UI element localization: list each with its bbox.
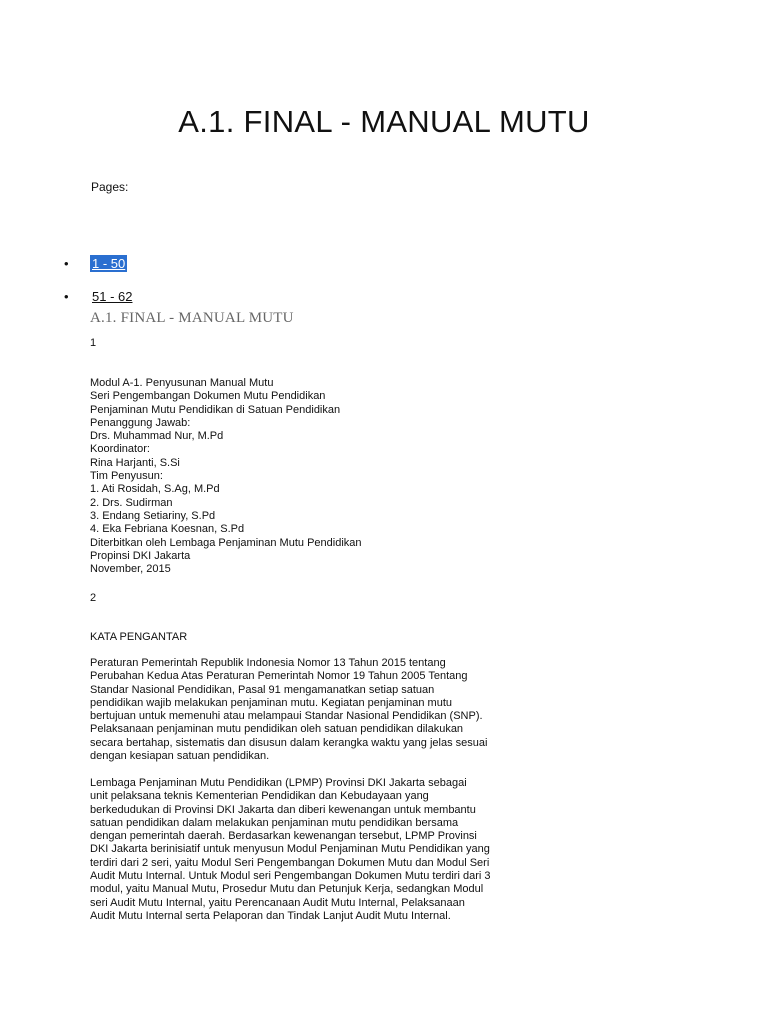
page-number: 2 <box>90 592 97 604</box>
pages-label: Pages: <box>91 180 129 194</box>
section-heading-kata-pengantar: KATA PENGANTAR <box>90 631 188 643</box>
bullet-icon: • <box>64 256 69 271</box>
foreword-paragraph-2: Lembaga Penjaminan Mutu Pendidikan (LPMP) Provinsi DKI Jakarta sebagai unit pelaksana teknis Kementerian Pendidikan dan Kebudayaan yang berkedudukan di Provinsi DKI Jakarta dan diberi kewenangan untuk membantu satuan pendidikan dalam melakukan penjaminan mutu pendidikan bersama dengan pemerintah daerah. Berdasarkan kewenangan tersebut, LPMP Provinsi DKI Jakarta berinisiatif untuk menyusun Modul Penjaminan Mutu Pendidikan yang terdiri dari 2 seri, yaitu Modul Seri Pengembangan Dokumen Mutu dan Modul Seri Audit Mutu Internal. Untuk Modul seri Pengembangan Dokumen Mutu terdiri dari 3 modul, yaitu Manual Mutu, Prosedur Mutu dan Petunjuk Kerja, sedangkan Modul seri Audit Mutu Internal, yaitu Perencanaan Audit Mutu Internal, Pelaksanaan Audit Mutu Internal serta Pelaporan dan Tindak Lanjut Audit Mutu Internal. <box>90 777 491 922</box>
page-title: A.1. FINAL - MANUAL MUTU <box>178 104 590 139</box>
page-link-item <box>64 289 133 304</box>
page-number: 1 <box>90 337 97 349</box>
bullet-icon: • <box>64 289 69 304</box>
module-credits: Modul A-1. Penyusunan Manual Mutu Seri Pengembangan Dokumen Mutu Pendidikan Penjaminan Mutu Pendidikan di Satuan Pendidikan Penanggung Jawab: Drs. Muhammad Nur, M.Pd Koordinator: Rina Harjanti, S.Si Tim Penyusun: 1. Ati Rosidah, S.Ag, M.Pd 2. Drs. Sudirman 3. Endang Setiariny, S.Pd 4. Eka Febriana Koesnan, S.Pd Diterbitkan oleh Lembaga Penjaminan Mutu Pendidikan Propinsi DKI Jakarta November, 2015 <box>90 377 362 576</box>
page-link-1-50[interactable]: 1 - 50 <box>92 256 126 271</box>
page-link-item <box>64 256 126 271</box>
document-heading: A.1. FINAL - MANUAL MUTU <box>90 310 294 326</box>
page-link-51-62[interactable]: 51 - 62 <box>92 289 133 304</box>
foreword-paragraph-1: Peraturan Pemerintah Republik Indonesia Nomor 13 Tahun 2015 tentang Perubahan Kedua Atas Peraturan Pemerintah Nomor 19 Tahun 2005 Tentang Standar Nasional Pendidikan, Pasal 91 mengamanatkan setiap satuan pendidikan wajib melakukan penjaminan mutu. Kegiatan penjaminan mutu bertujuan untuk memenuhi atau melampaui Standar Nasional Pendidikan (SNP). Pelaksanaan penjaminan mutu pendidikan oleh satuan pendidikan dilakukan secara bertahap, sistematis dan disusun dalam kerangka waktu yang jelas sesuai dengan kesiapan satuan pendidikan. <box>90 657 488 763</box>
